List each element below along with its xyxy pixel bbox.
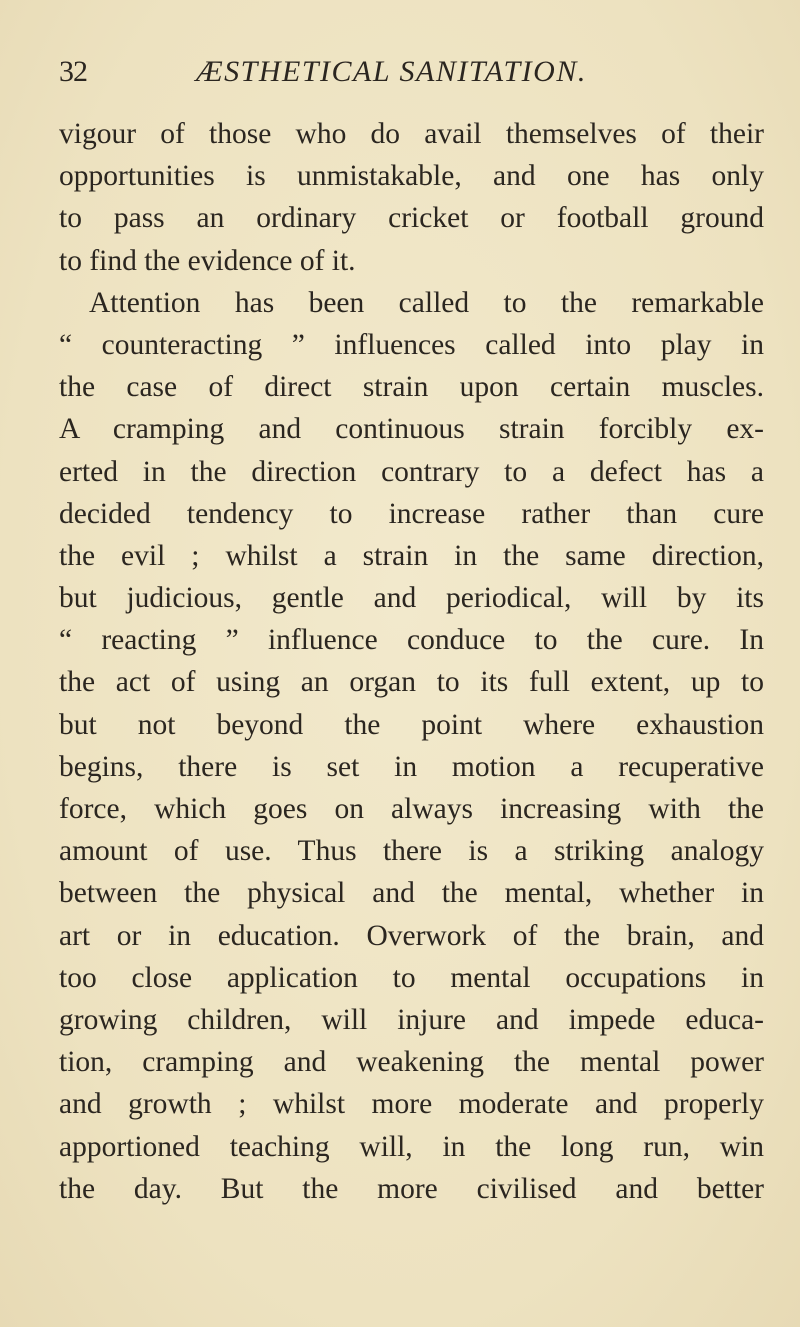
text-line: erted in the direction contrary to a defect has a <box>59 455 764 488</box>
text-line: Attention has been called to the remarkable <box>89 286 764 319</box>
text-line: vigour of those who do avail themselves of their <box>59 118 764 150</box>
text-line: the evil ; whilst a strain in the same direction, <box>59 539 764 572</box>
text-line: “ counteracting ” influences called into play in <box>59 328 764 361</box>
text-line: to find the evidence of it. <box>59 244 356 277</box>
text-line: to pass an ordinary cricket or football ground <box>59 202 764 235</box>
text-line: between the physical and the mental, whether in <box>59 877 764 910</box>
text-line: tion, cramping and weakening the mental power <box>59 1046 764 1079</box>
text-line: amount of use. Thus there is a striking analogy <box>59 835 764 868</box>
text-line: the act of using an organ to its full extent, up to <box>59 666 764 699</box>
text-line: art or in education. Overwork of the brain, and <box>59 919 764 952</box>
text-line: “ reacting ” influence conduce to the cure. In <box>59 624 764 657</box>
text-line: but judicious, gentle and periodical, will by its <box>59 582 764 615</box>
text-line: growing children, will injure and impede educa- <box>59 1003 764 1036</box>
text-line: apportioned teaching will, in the long run, win <box>59 1130 764 1163</box>
text-line: decided tendency to increase rather than cure <box>59 497 764 530</box>
text-line: but not beyond the point where exhaustion <box>59 708 764 741</box>
running-title: ÆSTHETICAL SANITATION. <box>196 55 587 88</box>
body-text <box>59 113 764 1210</box>
text-line: begins, there is set in motion a recuperative <box>59 750 764 783</box>
text-line: A cramping and continuous strain forcibly ex- <box>59 413 764 446</box>
text-line: and growth ; whilst more moderate and properly <box>59 1088 764 1121</box>
text-line: the case of direct strain upon certain muscles. <box>59 371 764 404</box>
text-line: force, which goes on always increasing with the <box>59 793 764 825</box>
running-head <box>59 50 759 94</box>
text-line: too close application to mental occupations in <box>59 961 764 994</box>
text-line: the day. But the more civilised and better <box>59 1172 764 1205</box>
page-number: 32 <box>59 55 87 88</box>
text-line: opportunities is unmistakable, and one has only <box>59 160 764 193</box>
